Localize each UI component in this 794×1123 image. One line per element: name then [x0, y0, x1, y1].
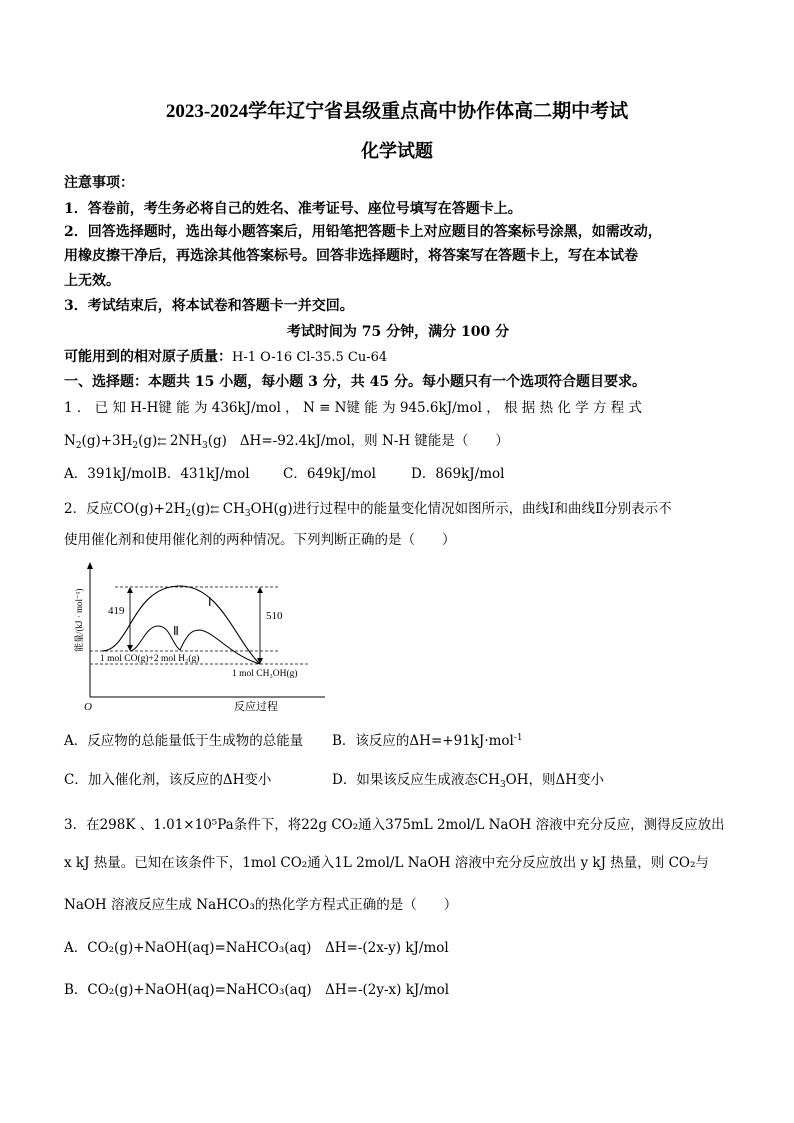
note-item-2-line-2: 用橡皮擦干净后，再选涂其他答案标号。回答非选择题时，将答案写在答题卡上，写在本试卷	[64, 248, 638, 264]
reversible-arrow-icon: ⇇	[157, 435, 166, 448]
note-item-3: 3．考试结束后，将本试卷和答题卡一并交回。	[64, 298, 354, 314]
curve-ii-label: Ⅱ	[173, 624, 179, 638]
q1-option-d: D．869kJ/mol	[411, 466, 505, 482]
q2-option-d-prefix: D．如果该反应生成液态	[332, 772, 478, 788]
q3-line-3: NaOH 溶液反应生成 NaHCO₃的热化学方程式正确的是（ ）	[64, 897, 458, 913]
reversible-arrow-icon: ⇇	[210, 503, 219, 516]
q2-option-c: C．加入催化剂，该反应的ΔH变小	[64, 772, 272, 788]
section-1-heading: 一、选择题：本题共 15 小题，每小题 3 分，共 45 分。每小题只有一个选项符合题目要求。	[64, 374, 646, 390]
q2-option-a: A．反应物的总能量低于生成物的总能量	[64, 733, 304, 749]
q1-line-2	[64, 428, 732, 455]
q1-options	[64, 461, 732, 487]
reactants-label: 1 mol CO(g)+2 mol H₂(g)	[100, 654, 200, 664]
q1-equation: $N_2(g)+3H_2(g)⇇$ $2NH_3(g)$	[64, 433, 227, 449]
note-item-2-line-3: 上无效。	[64, 273, 120, 289]
product-label: 1 mol CH₃OH(g)	[232, 669, 298, 679]
q1-option-a: A．391kJ/mol	[64, 466, 157, 482]
q1-option-b: B．431kJ/mol	[157, 466, 250, 482]
q3-line-1: 3．在298K 、1.01×10⁵Pa条件下，将22g CO₂通入375mL 2mol/L NaOH 溶液中充分反应，测得反应放出	[64, 817, 725, 833]
atomic-mass-line	[64, 344, 732, 371]
x-axis-label: 反应过程	[234, 701, 278, 712]
q2-suffix: 进行过程中的能量变化情况如图所示，曲线Ⅰ和曲线Ⅱ分别表示不	[292, 501, 672, 517]
origin-label: O	[84, 701, 92, 712]
q1-option-c: C．649kJ/mol	[283, 466, 376, 482]
q2-line-2: 使用催化剂和使用催化剂的两种情况。下列判断正确的是（ ）	[64, 532, 456, 548]
exam-title: 2023-2024学年辽宁省县级重点高中协作体高二期中考试	[165, 101, 629, 122]
atomic-mass-label: 可能用到的相对原子质量：	[64, 349, 232, 365]
q2-prefix: 2．反应	[64, 501, 114, 517]
q1-line-2-tail: ΔH=-92.4kJ/mol，则 N-H 键能是（ ）	[239, 433, 509, 449]
q3-option-b: B．CO₂(g)+NaOH(aq)=NaHCO₃(aq) ΔH=-(2y-x) kJ/mol	[64, 982, 450, 998]
note-item-1: 1．答卷前，考生务必将自己的姓名、准考证号、座位号填写在答题卡上。	[64, 201, 522, 217]
y-axis-label: 能量/(kJ · mol⁻¹)	[74, 588, 84, 652]
q2-option-d: D．如果该反应生成液态$CH_3OH$，则ΔH变小	[332, 772, 605, 790]
q2-option-b-text: B．该反应的ΔH=+91kJ·mol	[332, 733, 514, 749]
q2-options-ab	[64, 728, 732, 754]
diagram-value-510: 510	[266, 610, 283, 622]
note-item-2-line-1: 2．回答选择题时，选出每小题答案后，用铅笔把答题卡上对应题目的答案标号涂黑，如需改动，	[64, 224, 662, 240]
q3-line-2: x kJ 热量。已知在该条件下，1mol CO₂通入1L 2mol/L NaOH 溶液中充分反应放出 y kJ 热量，则 CO₂与	[64, 855, 709, 871]
notes-heading: 注意事项：	[64, 175, 134, 191]
curve-i-label: Ⅰ	[208, 595, 212, 609]
q2-option-b: B．该反应的ΔH=+91kJ·mol$^{-1}$	[332, 733, 523, 749]
exam-subtitle: 化学试题	[361, 141, 433, 162]
exam-time-info: 考试时间为 75 分钟，满分 100 分	[286, 324, 510, 340]
q2-equation: $CO(g)+2H_2(g)⇇$ $CH_3OH(g)$	[113, 501, 293, 517]
diagram-value-419: 419	[108, 605, 125, 617]
atomic-mass-values: H-1 O-16 Cl-35.5 Cu-64	[232, 350, 388, 365]
q3-option-a: A．CO₂(g)+NaOH(aq)=NaHCO₃(aq) ΔH=-(2x-y) kJ/mol	[64, 940, 449, 956]
q1-line-1: 1 ． 已 知 H-H键 能 为 436kJ/mol ， N ≡ N键 能 为 945.6kJ/mol ， 根 据 热 化 学 方 程 式	[64, 400, 643, 416]
q2-option-d-suffix: ，则ΔH变小	[528, 772, 605, 788]
q2-options-cd	[64, 767, 732, 793]
energy-diagram	[70, 560, 330, 712]
q2-line-1	[64, 496, 732, 523]
